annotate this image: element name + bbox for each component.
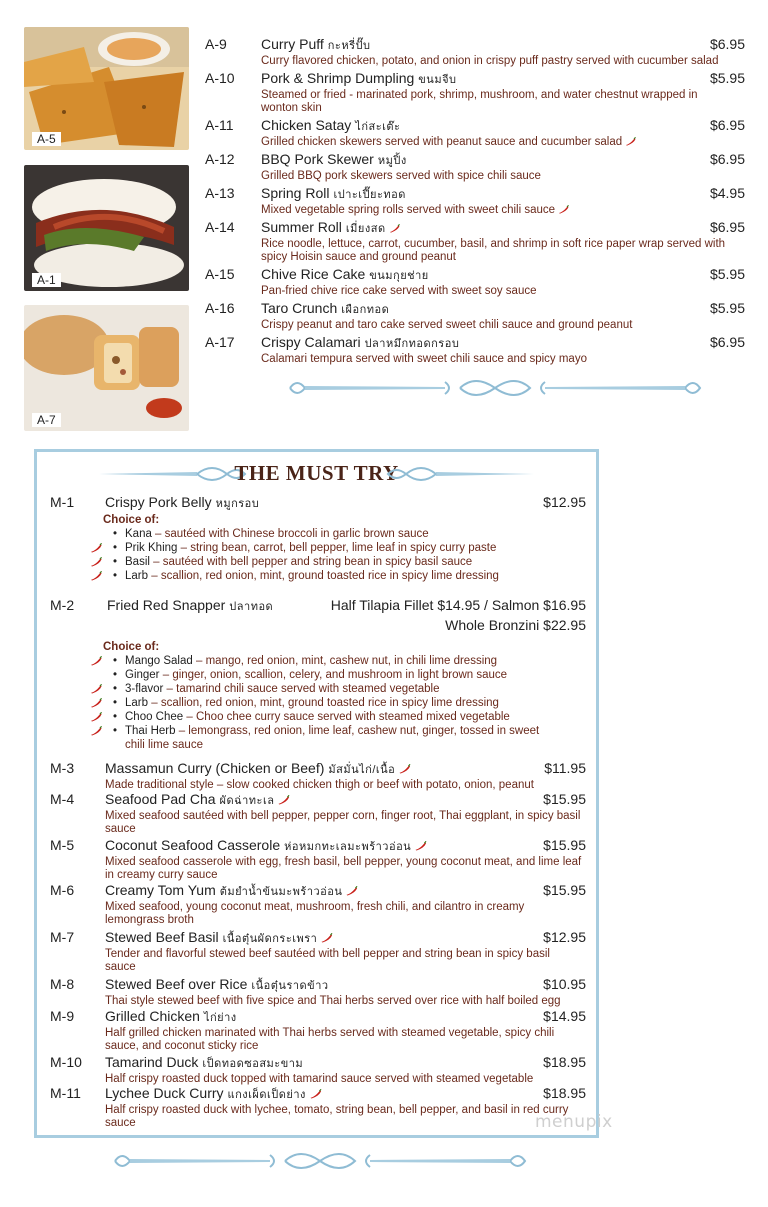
item-description: Mixed seafood casserole with egg, fresh basil, bell pepper, young coconut meat, and lime leaf in creamy curry sauce: [105, 856, 582, 881]
item-name: [261, 185, 745, 204]
item-description: Mixed seafood sautéed with bell pepper, pepper corn, finger root, Thai eggplant, in spicy basil sauce: [105, 810, 581, 835]
item-description-text: Mixed vegetable spring rolls served with sweet chili sauce: [261, 204, 556, 216]
item-thai-name: ผัดฉ่าทะเล: [219, 795, 275, 807]
item-price: $6.95: [709, 151, 745, 167]
item-price: $18.95: [543, 1054, 586, 1070]
item-name-text: Crispy Pork Belly: [105, 494, 212, 510]
chili-pepper-icon: [320, 933, 333, 943]
item-price: $18.95: [543, 1085, 586, 1101]
item-thai-name: กะหรี่ปั๊บ: [327, 40, 371, 52]
option-description: – tamarind chili sauce served with steamed vegetable: [163, 683, 440, 695]
option-name: Kana: [125, 528, 152, 540]
chili-pepper-icon: [89, 557, 103, 567]
item-code: M-10: [50, 1054, 82, 1070]
chili-pepper-icon: [89, 656, 103, 666]
item-thai-name: ห่อหมกทะเลมะพร้าวอ่อน: [284, 841, 412, 853]
option-name: Larb: [125, 570, 149, 582]
item-price: $6.95: [709, 334, 745, 350]
item-name: [105, 882, 586, 901]
item-code: A-13: [205, 185, 235, 201]
item-price: $5.95: [709, 300, 745, 316]
item-price: $6.95: [709, 36, 745, 52]
chili-pepper-icon: [89, 712, 103, 722]
option-description: – sautéed with Chinese broccoli in garlic brown sauce: [151, 528, 429, 540]
chili-pepper-icon: [89, 543, 103, 553]
option-description: – sautéed with bell pepper and string bean in spicy basil sauce: [149, 556, 473, 568]
menu-item: [205, 185, 745, 217]
item-name-text: Massamun Curry (Chicken or Beef): [105, 760, 325, 776]
option-description: – mango, red onion, mint, cashew nut, in chili lime dressing: [192, 655, 498, 667]
scroll-ornament-icon: [110, 1146, 530, 1176]
item-name-text: Coconut Seafood Casserole: [105, 837, 281, 853]
item-price: $10.95: [543, 976, 586, 992]
item-description: Tender and flavorful stewed beef sautéed with bell pepper and string bean in spicy basil sauce: [105, 948, 550, 973]
item-code: M-9: [50, 1008, 75, 1024]
photo-label: A-7: [32, 413, 61, 427]
item-code: M-1: [50, 494, 75, 510]
item-description: Half grilled chicken marinated with Thai herbs served with steamed vegetable, spicy chili sauce, and coconut sticky rice: [105, 1027, 555, 1052]
item-code: M-7: [50, 929, 75, 945]
item-description: Mixed seafood, young coconut meat, mushroom, fresh chili, and cilantro in creamy lemongrass broth: [105, 901, 525, 926]
item-description: Half crispy roasted duck topped with tamarind sauce served with steamed vegetable: [105, 1073, 534, 1085]
item-name: [105, 791, 586, 810]
option-description: – lemongrass, red onion, lime leaf, cashew nut, ginger, tossed in sweet chili lime sauce: [125, 725, 540, 751]
chili-pepper-icon: [89, 726, 103, 736]
item-name-text: Chive Rice Cake: [261, 266, 366, 282]
choice-option: [113, 555, 586, 569]
menu-item-m2: [50, 597, 586, 752]
item-description: Pan-fried chive rice cake served with sweet soy sauce: [261, 285, 537, 297]
item-name: [261, 36, 745, 55]
item-code: M-5: [50, 837, 75, 853]
menu-item-m10: [50, 1054, 586, 1086]
item-name-text: Seafood Pad Cha: [105, 791, 216, 807]
item-price: $6.95: [709, 117, 745, 133]
item-price: $5.95: [709, 70, 745, 86]
item-thai-name: ต้มยำน้ำข้นมะพร้าวอ่อน: [219, 886, 343, 898]
item-name-text: Chicken Satay: [261, 117, 352, 133]
item-price: $12.95: [543, 494, 586, 510]
option-description: – ginger, onion, scallion, celery, and mushroom in light brown sauce: [159, 669, 508, 681]
item-thai-name: ไก่สะเต๊ะ: [355, 121, 401, 133]
item-price: $14.95: [543, 1008, 586, 1024]
photo-label: A-5: [32, 132, 61, 146]
item-thai-name: ขนมกุยช่าย: [369, 270, 429, 282]
item-thai-name: แกงเผ็ดเป็ดย่าง: [227, 1089, 306, 1101]
menu-item: [205, 117, 745, 149]
bullet: •: [113, 683, 118, 695]
item-name-text: Tamarind Duck: [105, 1054, 199, 1070]
menu-item: [205, 219, 745, 264]
item-name-text: Summer Roll: [261, 219, 342, 235]
item-name: [105, 837, 586, 856]
item-description: Made traditional style – slow cooked chicken thigh or beef with potato, onion, peanut: [105, 779, 534, 791]
ornamental-divider: [285, 372, 705, 404]
menu-item-m9: [50, 1008, 586, 1053]
item-name: [105, 1054, 586, 1073]
item-name-text: BBQ Pork Skewer: [261, 151, 374, 167]
item-name-text: Taro Crunch: [261, 300, 338, 316]
menu-item: [205, 36, 745, 68]
menu-item-m8: [50, 976, 586, 1008]
item-price: $15.95: [543, 791, 586, 807]
item-name: [261, 117, 745, 136]
choice-option: [113, 710, 586, 724]
option-name: Basil: [125, 556, 150, 568]
item-price-line1: Half Tilapia Fillet $14.95 / Salmon $16.95: [330, 597, 586, 613]
menu-item: [205, 151, 745, 183]
choice-option: [113, 527, 586, 541]
right-ornament-icon: [386, 460, 536, 488]
chili-pepper-icon: [398, 764, 411, 774]
item-thai-name: เป็ดทอดซอสมะขาม: [202, 1058, 304, 1070]
item-name: [261, 219, 745, 238]
item-code: A-11: [205, 117, 234, 133]
item-name-text: Grilled Chicken: [105, 1008, 200, 1024]
menu-item-m3: [50, 760, 586, 792]
choice-option: [113, 682, 586, 696]
photo-pork-bun: [24, 165, 189, 291]
item-code: A-14: [205, 219, 235, 235]
item-price: $4.95: [709, 185, 745, 201]
item-code: A-17: [205, 334, 235, 350]
choice-option: [113, 654, 586, 668]
item-code: A-9: [205, 36, 227, 52]
item-name: [261, 334, 745, 353]
item-code: A-15: [205, 266, 235, 282]
item-thai-name: เมี่ยงสด: [345, 223, 386, 235]
option-description: – string bean, carrot, bell pepper, lime leaf in spicy curry paste: [177, 542, 497, 554]
item-name: [105, 494, 586, 513]
item-name: [105, 1008, 586, 1027]
item-name-text: Creamy Tom Yum: [105, 882, 216, 898]
item-name: [105, 760, 586, 779]
bullet: •: [113, 669, 118, 681]
watermark: menupix: [535, 1112, 613, 1132]
bullet: •: [113, 556, 118, 568]
item-description: Curry flavored chicken, potato, and onion in crispy puff pastry served with cucumber salad: [261, 55, 719, 67]
section-title: THE MUST TRY: [234, 461, 399, 485]
item-code: M-2: [50, 597, 75, 613]
bullet: •: [113, 570, 118, 582]
item-price: $15.95: [543, 882, 586, 898]
chili-pepper-icon: [89, 571, 103, 581]
item-name: [105, 929, 586, 948]
menu-item-m11: [50, 1085, 586, 1130]
item-price: $11.95: [544, 760, 586, 776]
item-price: $15.95: [543, 837, 586, 853]
item-code: A-12: [205, 151, 235, 167]
menu-item-m1: [50, 494, 586, 583]
item-description: [261, 136, 745, 149]
appetizer-list: [205, 36, 745, 368]
chili-pepper-icon: [277, 795, 290, 805]
chili-pepper-icon: [389, 224, 400, 233]
item-description: [261, 204, 745, 217]
option-name: Ginger: [125, 669, 160, 681]
item-thai-name: มัสมั่นไก่/เนื้อ: [328, 764, 396, 776]
option-name: Thai Herb: [125, 725, 176, 737]
ornamental-divider-bottom: [110, 1146, 530, 1176]
item-name: [261, 300, 745, 319]
item-code: M-3: [50, 760, 75, 776]
item-description: Steamed or fried - marinated pork, shrimp, mushroom, and water chestnut wrapped in wonton skin: [261, 89, 698, 114]
item-thai-name: เนื้อตุ๋นราดข้าว: [251, 980, 329, 992]
item-thai-name: หมูกรอบ: [215, 498, 260, 510]
photo-curry-puff: [24, 27, 189, 150]
menu-item: [205, 70, 745, 115]
item-name-text: Spring Roll: [261, 185, 330, 201]
item-name-text: Crispy Calamari: [261, 334, 361, 350]
item-price: $5.95: [709, 266, 745, 282]
item-code: M-6: [50, 882, 75, 898]
menu-item: [205, 334, 745, 366]
bullet: •: [113, 655, 118, 667]
bullet: •: [113, 528, 118, 540]
item-code: A-16: [205, 300, 235, 316]
item-thai-name: หมูปิ้ง: [377, 155, 407, 167]
item-name-text: Curry Puff: [261, 36, 324, 52]
item-thai-name: เผือกทอด: [341, 304, 390, 316]
item-code: M-4: [50, 791, 75, 807]
choice-label: Choice of:: [103, 641, 160, 653]
item-name: [261, 266, 745, 285]
option-name: Choo Chee: [125, 711, 184, 723]
item-name-text: Stewed Beef over Rice: [105, 976, 248, 992]
item-code: A-10: [205, 70, 235, 86]
item-thai-name: ไก่ย่าง: [203, 1012, 237, 1024]
chili-pepper-icon: [89, 684, 103, 694]
menu-item: [205, 266, 745, 298]
choice-option: [113, 668, 586, 682]
bullet: •: [113, 725, 118, 737]
choice-option: [113, 696, 586, 710]
item-name-text: Lychee Duck Curry: [105, 1085, 224, 1101]
bullet: •: [113, 711, 118, 723]
option-name: Larb: [125, 697, 149, 709]
bullet: •: [113, 542, 118, 554]
item-thai-name: เปาะเปี๊ยะทอด: [333, 189, 406, 201]
item-price: $6.95: [709, 219, 745, 235]
item-description: Grilled BBQ pork skewers served with spice chili sauce: [261, 170, 541, 182]
choice-label: Choice of:: [103, 514, 160, 526]
item-name-text: Fried Red Snapper: [107, 597, 226, 613]
item-description-text: Grilled chicken skewers served with peanut sauce and cucumber salad: [261, 136, 623, 148]
item-code: M-11: [50, 1085, 81, 1101]
choice-option: [113, 569, 586, 583]
chili-pepper-icon: [625, 137, 636, 146]
item-thai-name: ปลาทอด: [229, 601, 274, 613]
option-description: – scallion, red onion, mint, ground toasted rice in spicy lime dressing: [148, 697, 499, 709]
chili-pepper-icon: [345, 886, 358, 896]
item-name-text: Stewed Beef Basil: [105, 929, 219, 945]
scroll-ornament-icon: [285, 372, 705, 404]
item-thai-name: ขนมจีบ: [418, 74, 457, 86]
item-description: Rice noodle, lettuce, carrot, cucumber, basil, and shrimp in soft rice paper wrap served with spicy Hoisin sauce and ground peanut: [261, 238, 726, 263]
item-thai-name: ปลาหมึกทอดกรอบ: [364, 338, 460, 350]
option-description: – scallion, red onion, mint, ground toasted rice in spicy lime dressing: [148, 570, 499, 582]
item-price: $12.95: [543, 929, 586, 945]
chili-pepper-icon: [309, 1089, 322, 1099]
menu-item-m5: [50, 837, 586, 882]
option-name: 3-flavor: [125, 683, 164, 695]
photo-taro-crunch: [24, 305, 189, 431]
bullet: •: [113, 697, 118, 709]
menu-item: [205, 300, 745, 332]
menu-item-m4: [50, 791, 586, 836]
menu-item-m6: [50, 882, 586, 927]
item-price-line2: Whole Bronzini $22.95: [445, 617, 586, 633]
photo-label: A-1: [32, 273, 61, 287]
chili-pepper-icon: [414, 841, 427, 851]
item-name: [105, 976, 586, 995]
choice-option: [113, 724, 586, 752]
item-name: [261, 151, 745, 170]
item-name-text: Pork & Shrimp Dumpling: [261, 70, 415, 86]
item-description: Half crispy roasted duck with lychee, tomato, string bean, bell pepper, and basil in red curry sauce: [105, 1104, 569, 1129]
item-name: [105, 1085, 586, 1104]
choice-option: [113, 541, 586, 555]
option-description: – Choo chee curry sauce served with steamed mixed vegetable: [183, 711, 510, 723]
item-description: Crispy peanut and taro cake served sweet chili sauce and ground peanut: [261, 319, 633, 331]
item-name: [261, 70, 745, 89]
item-description: Calamari tempura served with sweet chili sauce and spicy mayo: [261, 353, 587, 365]
item-code: M-8: [50, 976, 75, 992]
item-description: Thai style stewed beef with five spice and Thai herbs served over rice with half boiled egg: [105, 995, 561, 1007]
chili-pepper-icon: [89, 698, 103, 708]
option-name: Prik Khing: [125, 542, 178, 554]
chili-pepper-icon: [558, 205, 569, 214]
menu-item-m7: [50, 929, 586, 974]
item-thai-name: เนื้อตุ๋นผัดกระเพรา: [222, 933, 318, 945]
option-name: Mango Salad: [125, 655, 193, 667]
